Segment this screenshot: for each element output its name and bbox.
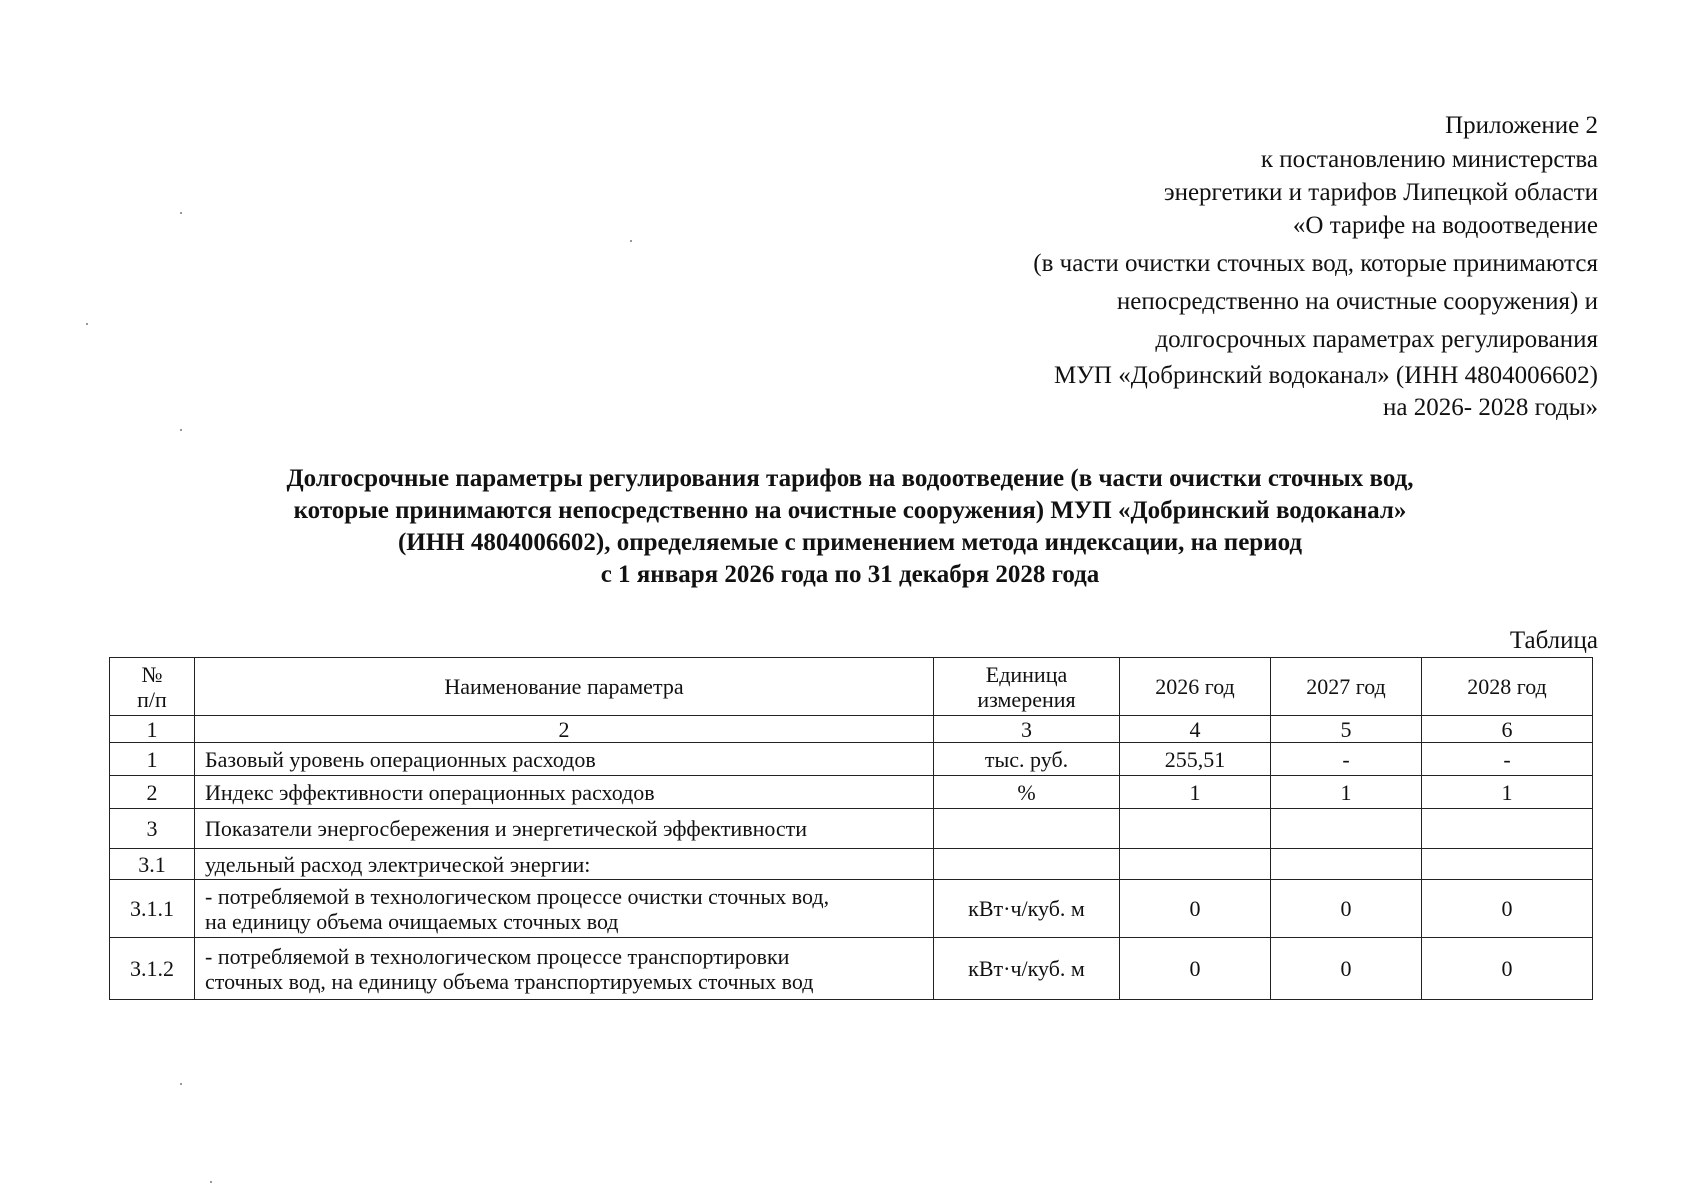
table-row [110,849,1593,880]
row-name-line1: - потребляемой в технологическом процессе транспортировки [205,943,790,969]
header-num-line2: п/п [137,686,167,712]
row-unit: тыс. руб. [934,743,1120,776]
row-name: Базовый уровень операционных расходов [195,743,934,776]
document-title [110,463,1590,591]
appendix-line: энергетики и тарифов Липецкой области [1163,179,1598,206]
row-value-2027 [1271,849,1422,880]
scan-speck [86,323,88,325]
parameters-table [109,657,1593,1000]
header-unit [934,658,1120,716]
table-header-row [110,658,1593,716]
header-unit-line2: измерения [977,686,1076,712]
row-value-2026 [1120,849,1271,880]
row-value-2027 [1271,809,1422,849]
row-name: удельный расход электрической энергии: [195,849,934,880]
row-value-2027: - [1271,743,1422,776]
row-num: 3.1.2 [110,938,195,1000]
appendix-line: «О тарифе на водоотведение [1292,212,1598,239]
header-name: Наименование параметра [195,658,934,716]
scan-speck [630,240,632,242]
row-name-line2: на единицу объема очищаемых сточных вод [205,908,619,934]
scan-speck [180,429,182,431]
column-number-row [110,716,1593,743]
appendix-block [838,112,1598,426]
row-value-2028: 0 [1422,880,1593,938]
header-unit-line1: Единица [985,661,1068,687]
row-num: 3.1 [110,849,195,880]
header-2026: 2026 год [1120,658,1271,716]
header-num-line1: № [141,661,163,687]
column-number: 1 [110,716,195,743]
scan-speck [180,1083,182,1085]
table-row [110,809,1593,849]
row-name: Показатели энергосбережения и энергетической эффективности [195,809,934,849]
row-unit [934,849,1120,880]
table-caption: Таблица [1509,627,1598,654]
appendix-line: непосредственно на очистные сооружения) и [1116,288,1598,315]
row-unit: кВт·ч/куб. м [934,880,1120,938]
title-line: с 1 января 2026 года по 31 декабря 2028 года [600,561,1100,588]
row-num: 2 [110,776,195,809]
appendix-line: к постановлению министерства [1260,146,1598,173]
appendix-line: Приложение 2 [1445,112,1598,139]
header-2027: 2027 год [1271,658,1422,716]
row-num: 3 [110,809,195,849]
row-value-2028: 1 [1422,776,1593,809]
row-unit: кВт·ч/куб. м [934,938,1120,1000]
table-row [110,776,1593,809]
table-row [110,880,1593,938]
row-name [195,880,934,938]
column-number: 2 [195,716,934,743]
row-unit [934,809,1120,849]
row-value-2027: 1 [1271,776,1422,809]
row-value-2026: 0 [1120,880,1271,938]
row-name [195,938,934,1000]
row-value-2026: 255,51 [1120,743,1271,776]
row-value-2026 [1120,809,1271,849]
row-name-line1: - потребляемой в технологическом процессе очистки сточных вод, [205,883,830,909]
row-name-line2: сточных вод, на единицу объема транспортируемых сточных вод [205,968,814,994]
appendix-line: на 2026- 2028 годы» [1383,394,1598,421]
scan-speck [180,212,182,214]
row-value-2026: 0 [1120,938,1271,1000]
appendix-line: МУП «Добринский водоканал» (ИНН 4804006602) [1054,362,1598,389]
table-row [110,938,1593,1000]
row-value-2026: 1 [1120,776,1271,809]
table-row [110,743,1593,776]
title-line: которые принимаются непосредственно на очистные сооружения) МУП «Добринский водоканал» [293,497,1407,524]
row-value-2027: 0 [1271,880,1422,938]
row-value-2028 [1422,849,1593,880]
header-num [110,658,195,716]
column-number: 5 [1271,716,1422,743]
row-value-2027: 0 [1271,938,1422,1000]
row-name: Индекс эффективности операционных расходов [195,776,934,809]
row-num: 3.1.1 [110,880,195,938]
column-number: 4 [1120,716,1271,743]
title-line: Долгосрочные параметры регулирования тарифов на водоотведение (в части очистки сточных вод, [286,465,1414,492]
row-value-2028: 0 [1422,938,1593,1000]
row-value-2028: - [1422,743,1593,776]
appendix-line: долгосрочных параметрах регулирования [1155,326,1598,353]
row-unit: % [934,776,1120,809]
column-number: 6 [1422,716,1593,743]
appendix-line: (в части очистки сточных вод, которые принимаются [1033,250,1598,277]
row-num: 1 [110,743,195,776]
row-value-2028 [1422,809,1593,849]
header-2028: 2028 год [1422,658,1593,716]
scan-speck [210,1181,212,1183]
title-line: (ИНН 4804006602), определяемые с применением метода индексации, на период [397,529,1303,556]
column-number: 3 [934,716,1120,743]
